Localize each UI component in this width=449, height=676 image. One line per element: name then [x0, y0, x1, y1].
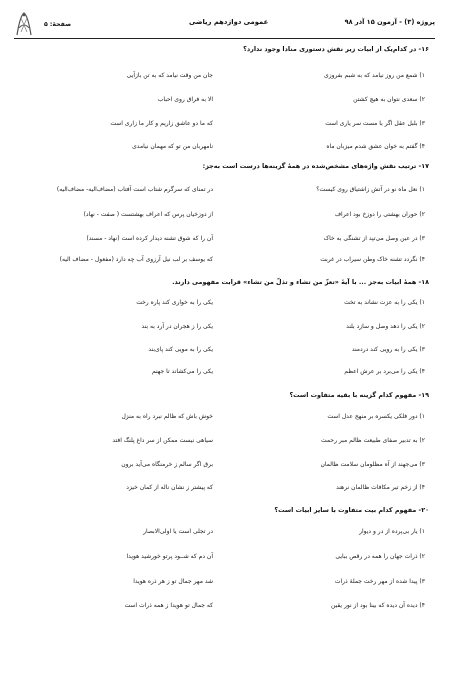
- q20-option-2-a: ۲) ذرات جهان را همه در رقص ببایی: [335, 553, 425, 560]
- q19-option-2-b: سیاهی نیست ممکن از سر داغ پلنگ افتد: [112, 437, 213, 444]
- q18-option-2-b: یکی را ز هجران در آرد به بند: [141, 323, 213, 330]
- q17-option-4-b: که یوسف بر لب نیل آرزوی آب چه دارد (مفعول - مضاف الیه): [59, 256, 213, 263]
- q18-option-1-a: ۱) یکی را به عزت نشاند به تخت: [344, 299, 425, 306]
- q19-option-1-b: خوش باش که ظالم نبرد راه به منزل: [121, 413, 213, 420]
- q18-option-3-a: ۳) یکی را به رویی کند دردمند: [351, 346, 425, 353]
- q18-option-1-b: یکی را به خواری کند پاره رخت: [136, 299, 213, 306]
- q18-option-3-b: یکی را به مویی کند پای‌بند: [148, 346, 213, 353]
- q16-option-3-a: ۳) بلبل عقل اگر با مست سر یاری است: [325, 120, 425, 127]
- question-16-title: ۱۶- در کدام‌یک از ابیات زیر نقش دستوری منادا وجود ندارد؟: [243, 45, 429, 53]
- calligraphy-logo-icon: [14, 10, 34, 38]
- question-20-title: ۲۰- مفهوم کدام بیت متفاوت با سایر ابیات است؟: [274, 506, 429, 514]
- q17-option-1-b: در تمنای که سرگرم شتاب است آفتاب (مضاف‌الیه- مضاف‌الیه): [56, 186, 213, 193]
- q19-option-4-b: که پیشتر ز نشان ناله از کمان خیزد: [126, 484, 213, 491]
- q17-option-1-a: ۱) نعل ماه نو در آتش زاشتیاق روی کیست؟: [316, 186, 425, 193]
- q16-option-3-b: که ما دو عاشق زاریم و کار ما زاری است: [110, 120, 213, 127]
- q20-option-3-a: ۳) پیدا شده از مهر رخت جملهٔ ذرات: [334, 578, 425, 585]
- header-divider: [14, 38, 435, 39]
- q16-option-4-a: ۴) گفتم به خوان عشق شدم میزبان ماه: [326, 143, 425, 150]
- q19-option-1-a: ۱) دور فلکی یکسره بر منهج عدل است: [327, 413, 425, 420]
- q20-option-4-b: که جمال تو هویدا ز همه ذرات است: [124, 602, 213, 609]
- q16-option-1-a: ۱) شمع من روز نیامد که به شبم بفروزی: [324, 72, 425, 79]
- q17-option-4-a: ۴) نگردد تشنه خاک وطن سیراب در غربت: [320, 256, 425, 263]
- question-17-title: ۱۷- ترتیب نقش واژه‌های مشخص‌شده در همهٔ گزینه‌ها درست است به‌جز:: [202, 162, 429, 170]
- question-19-title: ۱۹- مفهوم کدام گزینه با بقیه متفاوت است؟: [289, 391, 429, 399]
- q16-option-4-b: نامهربان من تو که مهمان نیامدی: [132, 143, 213, 150]
- q16-option-2-a: ۲) سعدی نتوان به هیچ کشتن: [353, 96, 425, 103]
- q19-option-3-b: برق اگر سالم ز خرمنگاه می‌آید برون: [121, 461, 213, 468]
- exam-title: پروژه (۳) - آزمون ۱۵ آذر ۹۸: [344, 18, 435, 26]
- q16-option-2-b: الا به فراق روی احباب: [157, 96, 213, 103]
- q20-option-1-a: ۱) یار بی‌پرده از در و دیوار: [359, 528, 425, 535]
- q18-option-2-a: ۲) یکی را دهد وصل و سازد بلند: [346, 323, 425, 330]
- q17-option-3-b: آن را که شوق تشنه دیدار کرده است (نهاد - مسند): [86, 235, 213, 242]
- q19-option-3-a: ۳) می‌جهند از آه مظلومان سلامت ظالمان: [320, 461, 425, 468]
- q20-option-4-a: ۴) دیده آن دیده که بینا بود از نور یقین: [330, 602, 425, 609]
- q16-option-1-b: جان من وقت نیامد که به تن بازآیی: [126, 72, 213, 79]
- q19-option-2-a: ۲) به تدبیر صفای طبیعت ظالم مبر رحمت: [321, 437, 425, 444]
- q18-option-4-a: ۴) یکی را می‌برد بر عرش اعظم: [344, 368, 425, 375]
- q20-option-3-b: شد مهر جمال تو ز هر ذره هویدا: [133, 578, 213, 585]
- q17-option-2-b: از دوزخیان پرس که اعراف بهشتست ( صفت - نهاد): [83, 211, 213, 218]
- q17-option-2-a: ۲) حوران بهشتی را دوزخ بود اعراف: [334, 211, 425, 218]
- q20-option-1-b: در تجلی است یا اولی‌الابصار: [143, 528, 213, 535]
- q17-option-3-a: ۳) در عین وصل می‌تپد از تشنگی به خاک: [323, 235, 425, 242]
- question-18-title: ۱۸- همهٔ ابیات به‌جز ... با آیهٔ «تعزّ من تشاء و تذلّ من تشاء» قرابت مفهومی دارند.: [172, 278, 429, 286]
- q20-option-2-b: آن دم که شــود پرتو خورشید هویدا: [126, 553, 213, 560]
- subject-title: عمومی دوازدهم ریاضی: [189, 18, 269, 26]
- page-header: [14, 16, 435, 38]
- q18-option-4-b: یکی را می‌کشاند تا جهنم: [151, 368, 213, 375]
- page-number: صفحهٔ: ۵: [44, 21, 72, 28]
- q19-option-4-a: ۴) از زخم تیر مکافات ظالمان نرهند: [336, 484, 425, 491]
